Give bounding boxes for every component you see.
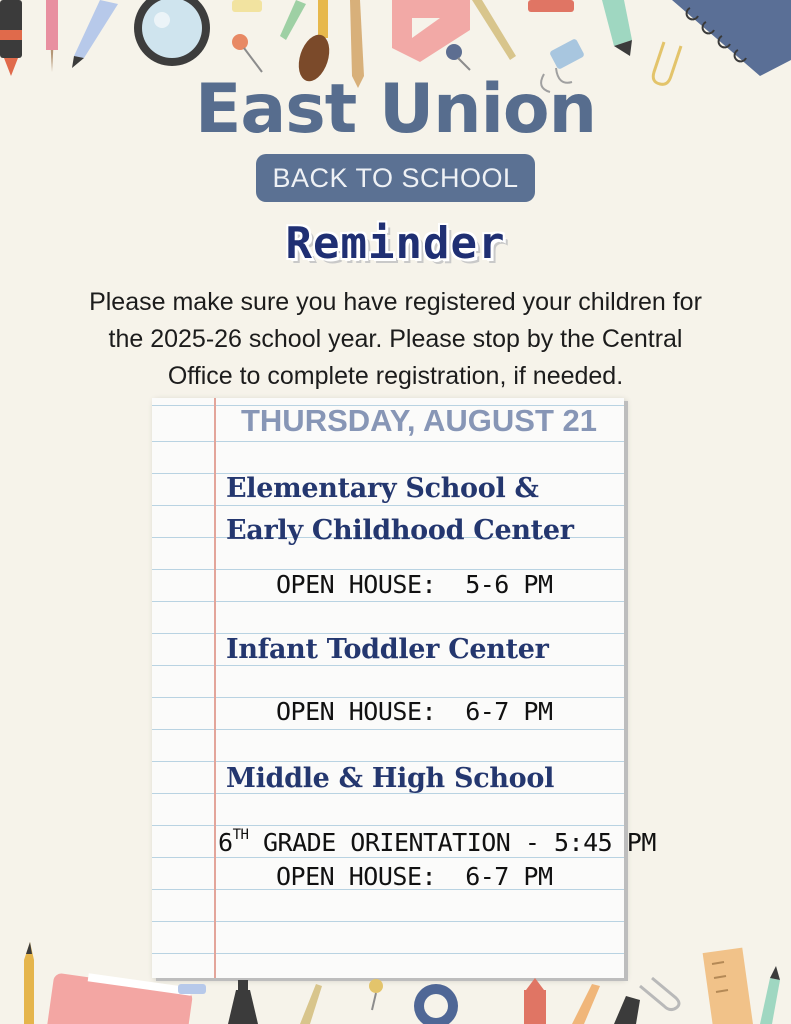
pen-icon bbox=[72, 0, 118, 68]
pencil-icon bbox=[24, 942, 34, 1024]
open-house-label: OPEN HOUSE: bbox=[276, 697, 437, 726]
open-house-infant-toddler bbox=[276, 697, 553, 726]
orientation-grade: 6 bbox=[218, 828, 233, 857]
pushpin-icon bbox=[369, 979, 383, 1010]
pushpin-icon bbox=[446, 44, 470, 70]
bottom-supplies-decoration bbox=[0, 930, 791, 1024]
event-date: THURSDAY, AUGUST 21 bbox=[240, 403, 597, 438]
open-house-middle-high bbox=[276, 862, 553, 891]
highlighter-icon bbox=[614, 996, 640, 1024]
section-title-infant-toddler: Infant Toddler Center bbox=[226, 634, 549, 665]
eraser-icon bbox=[232, 0, 262, 12]
magnifier-icon bbox=[134, 0, 210, 66]
intro-line: Please make sure you have registered your children for bbox=[89, 288, 702, 316]
book-icon bbox=[45, 973, 193, 1024]
highlighter-icon bbox=[602, 0, 632, 56]
intro-line: the 2025-26 school year. Please stop by the Central bbox=[108, 325, 683, 353]
eraser-icon bbox=[528, 0, 574, 12]
pen-icon bbox=[572, 984, 600, 1024]
open-house-label: OPEN HOUSE: bbox=[276, 862, 437, 891]
pushpin-icon bbox=[232, 34, 262, 72]
section-title-middle-high: Middle & High School bbox=[226, 763, 555, 794]
crayon-icon bbox=[524, 978, 546, 1024]
pencil-icon bbox=[472, 0, 516, 60]
intro-paragraph bbox=[40, 284, 751, 395]
scissors-icon bbox=[414, 984, 458, 1024]
marker-icon bbox=[0, 0, 22, 76]
open-house-label: OPEN HOUSE: bbox=[276, 570, 437, 599]
paperclip-icon bbox=[640, 978, 679, 1010]
pencil-icon bbox=[280, 0, 306, 40]
notebook-icon bbox=[672, 0, 791, 76]
intro-line: Office to complete registration, if needed. bbox=[167, 362, 624, 390]
open-house-elementary bbox=[276, 570, 553, 599]
open-house-time: 6-7 PM bbox=[465, 862, 553, 891]
reminder-heading: Reminder bbox=[285, 218, 506, 269]
orientation-text: GRADE ORIENTATION - 5:45 PM bbox=[262, 828, 656, 857]
paper-margin-line bbox=[214, 398, 216, 978]
orientation-grade-suffix: TH bbox=[232, 827, 249, 843]
open-house-time: 5-6 PM bbox=[465, 570, 553, 599]
school-name: East Union bbox=[194, 70, 597, 149]
pencil-icon bbox=[300, 984, 322, 1024]
back-to-school-badge: BACK TO SCHOOL bbox=[256, 154, 535, 202]
section-title-elementary: Elementary School & bbox=[226, 473, 539, 504]
marker-icon bbox=[228, 980, 258, 1024]
section-title-elementary-line2: Early Childhood Center bbox=[226, 515, 574, 546]
ruler-icon bbox=[703, 948, 754, 1024]
pencil-icon bbox=[46, 0, 58, 72]
eraser-icon bbox=[178, 984, 206, 994]
pencil-icon bbox=[760, 966, 780, 1024]
open-house-time: 6-7 PM bbox=[465, 697, 553, 726]
orientation-middle-high bbox=[218, 828, 656, 857]
